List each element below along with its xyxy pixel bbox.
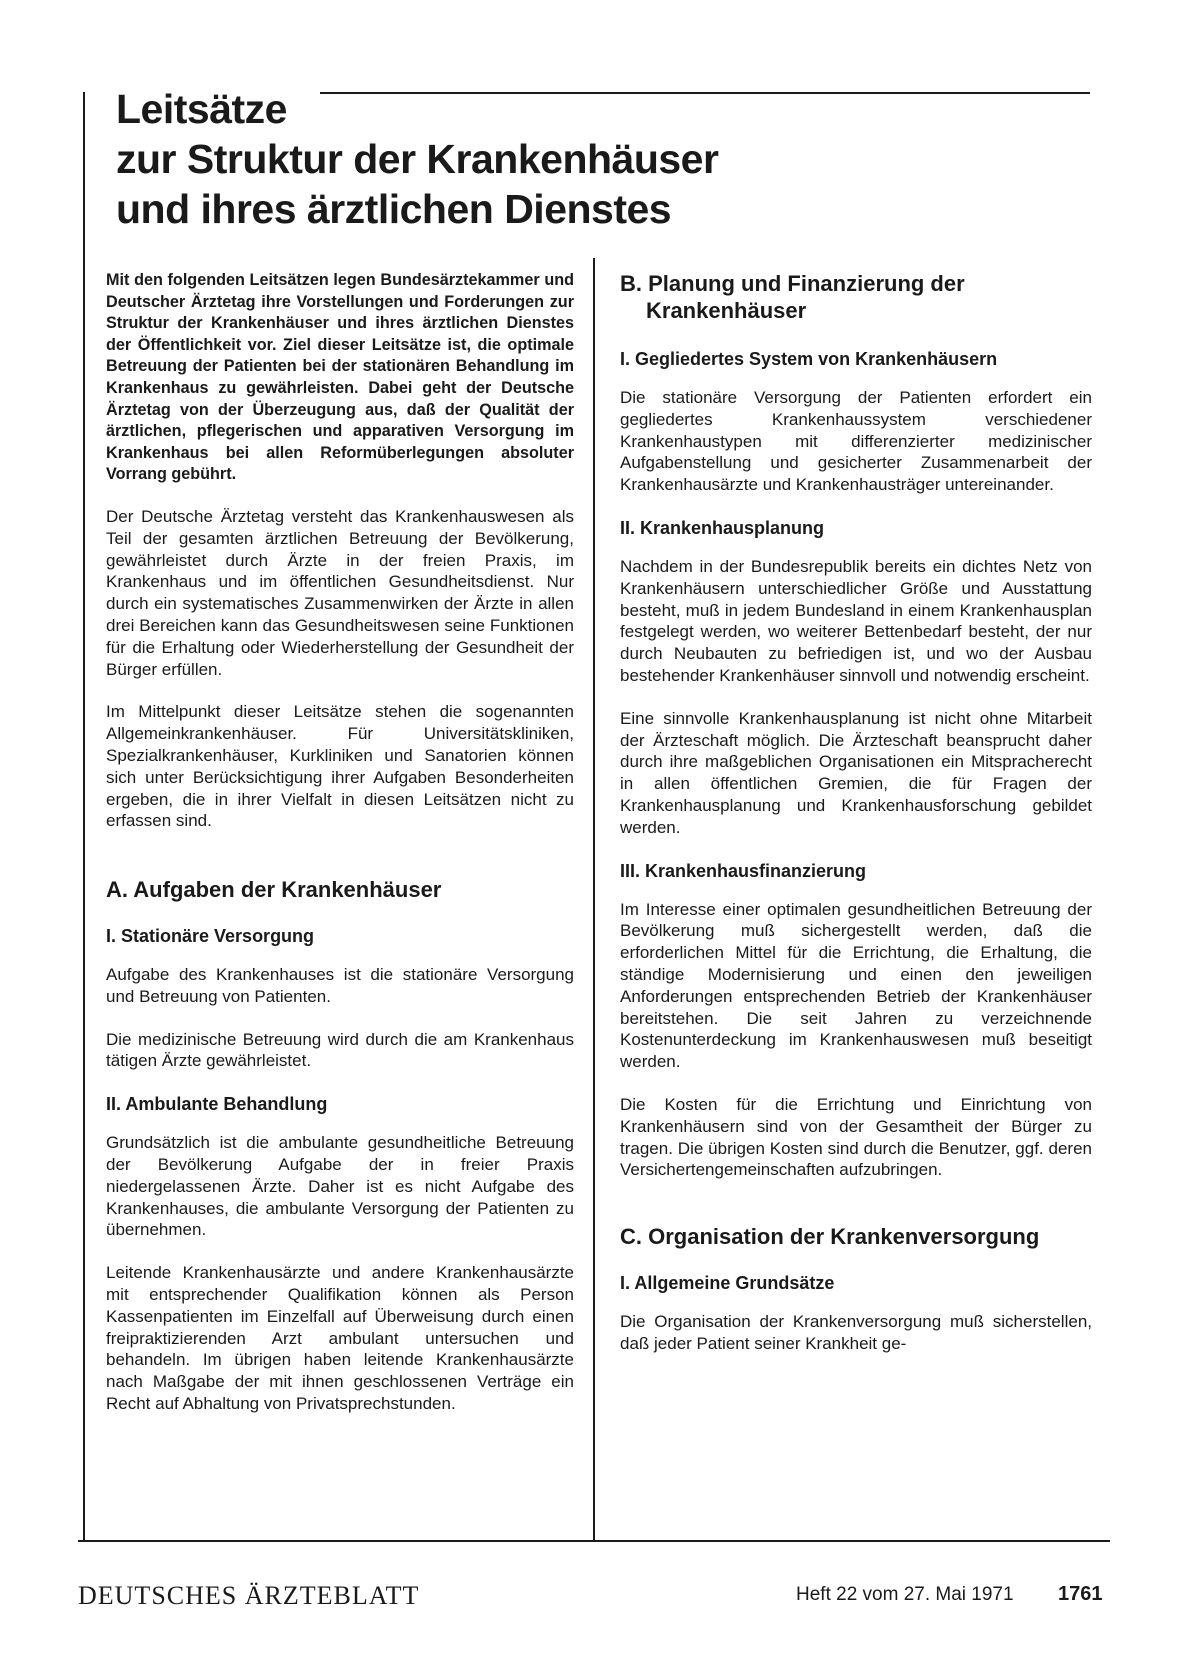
section-b-sub1-paragraph-1: Die stationäre Versorgung der Patienten erfordert ein gegliedertes Krankenhaussystem verschiedener Krankenhaustypen mit differenzierter medizinischer Aufgabenstellung und gesicherter Zusammenarbeit der Krankenhausärzte und Krankenhausträger untereinander. (620, 388, 1092, 495)
intro-paragraph-2: Im Mittelpunkt dieser Leitsätze stehen die sogenannten Allgemeinkrankenhäuser. Für Universitätskliniken, Spezialkrankenhäuser, Kurkliniken und Sanatorien können sich unter Berücksichtigung ihrer Aufgaben Besonderheiten ergeben, die in ihrer Vielfalt in diesen Leitsätzen nicht zu erfassen sind. (106, 702, 574, 831)
intro-paragraph-1: Der Deutsche Ärztetag versteht das Krankenhauswesen als Teil der gesamten ärztlichen Betreuung der Bevölkerung, gewährleistet durch Ärzte in der freien Praxis, im Krankenhaus und im öffentlichen Gesundheitsdienst. Nur durch ein systematisches Zusammenwirken der Ärzte in allen drei Bereichen kann das Gesundheitswesen seine Funktionen für die Erhaltung oder Wiederherstellung der Gesundheit der Bürger erfüllen. (106, 506, 574, 679)
footer-journal-name: DEUTSCHES ÄRZTEBLATT (78, 1581, 420, 1610)
column-divider (593, 258, 595, 1541)
section-b-sub2-paragraph-2: Eine sinnvolle Krankenhausplanung ist nicht ohne Mitarbeit der Ärzteschaft möglich. Die Ärzteschaft beansprucht daher durch ihre maßgeblichen Organisationen ein Mitspracherecht in allen öffentlichen Gremien, die für Fragen der Krankenhausplanung und Krankenhausforschung gebildet werden. (620, 708, 1092, 837)
title-line-3: und ihres ärztlichen Dienstes (116, 186, 672, 232)
left-rule (83, 92, 85, 1541)
section-b-sub2-paragraph-1: Nachdem in der Bundesrepublik bereits ein dichtes Netz von Krankenhäusern unterschiedlicher Größe und Ausstattung besteht, muß in jedem Bundesland in einem Krankenhausplan festgelegt werden, wo weiterer Bettenbedarf besteht, der nur durch Neubauten zu befriedigen ist, und wo der Ausbau bestehender Krankenhäuser sinnvoll und notwendig erscheint. (620, 556, 1092, 685)
section-b-sub1-heading: I. Gegliedertes System von Krankenhäusern (620, 349, 998, 369)
bottom-rule (78, 1540, 1110, 1542)
title-line-2: zur Struktur der Krankenhäuser (116, 136, 719, 182)
section-a-sub1-paragraph-2: Die medizinische Betreuung wird durch die am Krankenhaus tätigen Ärzte gewährleistet. (106, 1029, 574, 1071)
left-column (106, 270, 574, 1436)
article-title (116, 84, 718, 234)
section-c-heading: C. Organisation der Krankenversorgung (620, 1224, 1040, 1250)
intro-lead: Mit den folgenden Leitsätzen legen Bundesärztekammer und Deutscher Ärztetag ihre Vorstellungen und Forderungen zur Struktur der Krankenhäuser und ihres ärztlichen Dienstes der Öffentlichkeit vor. Ziel dieser Leitsätze ist, die optimale Betreuung der Patienten bei der stationären Behandlung im Krankenhaus zu gewährleisten. Dabei geht der Deutsche Ärztetag von der Überzeugung aus, daß der Qualität der ärztlichen, pflegerischen und apparativen Versorgung im Krankenhaus bei allen Reformüberlegungen absoluter Vorrang gebührt. (106, 271, 574, 484)
section-a-sub1-heading: I. Stationäre Versorgung (106, 926, 315, 947)
footer-page-number: 1761 (1058, 1583, 1103, 1605)
section-b-sub3-heading: III. Krankenhausfinanzierung (620, 860, 867, 881)
section-c-sub1-paragraph-1: Die Organisation der Krankenversorgung muß sicherstellen, daß jeder Patient seiner Krankheit ge- (620, 1312, 1092, 1353)
footer-issue-date: Heft 22 vom 27. Mai 1971 (796, 1584, 1014, 1605)
right-column (620, 270, 1092, 1376)
section-a-sub2-heading: II. Ambulante Behandlung (106, 1094, 328, 1115)
section-a-heading: A. Aufgaben der Krankenhäuser (106, 877, 442, 903)
section-b-sub2-heading: II. Krankenhausplanung (620, 517, 825, 538)
section-a-sub2-paragraph-1: Grundsätzlich ist die ambulante gesundheitliche Betreuung der Bevölkerung Aufgabe der in freier Praxis niedergelassenen Ärzte. Daher ist es nicht Aufgabe des Krankenhauses, die ambulante Versorgung der Patienten zu übernehmen. (106, 1133, 574, 1240)
section-a-sub2-paragraph-2: Leitende Krankenhausärzte und andere Krankenhausärzte mit entsprechender Qualifikation können als Person Kassenpatienten im Einzelfall auf Überweisung durch einen freipraktizierenden Arzt ambulant untersuchen und behandeln. Im übrigen haben leitende Krankenhausärzte nach Maßgabe der mit ihnen geschlossenen Verträge ein Recht auf Abhaltung von Privatsprechstunden. (106, 1263, 574, 1414)
section-c-sub1-heading: I. Allgemeine Grundsätze (620, 1273, 835, 1294)
section-a-sub1-paragraph-1: Aufgabe des Krankenhauses ist die stationäre Versorgung und Betreuung von Patienten. (106, 965, 574, 1006)
section-b-heading: B. Planung und Finanzierung der Krankenhäuser (620, 271, 965, 323)
section-b-sub3-paragraph-2: Die Kosten für die Errichtung und Einrichtung von Krankenhäusern sind von der Gesamtheit der Bürger zu tragen. Die übrigen Kosten sind durch die Benutzer, ggf. deren Versichertengemeinschaften aufzubringen. (620, 1094, 1092, 1180)
section-b-sub3-paragraph-1: Im Interesse einer optimalen gesundheitlichen Betreuung der Bevölkerung muß sichergestellt werden, daß die erforderlichen Mittel für die Errichtung, die Erhaltung, die ständige Modernisierung und einen den jeweiligen Anforderungen entsprechenden Betrieb der Krankenhäuser bereitstehen. Die seit Jahren zu verzeichnende Kostenunterdeckung im Krankenhauswesen muß beseitigt werden. (620, 899, 1092, 1072)
title-line-1: Leitsätze (116, 86, 287, 132)
